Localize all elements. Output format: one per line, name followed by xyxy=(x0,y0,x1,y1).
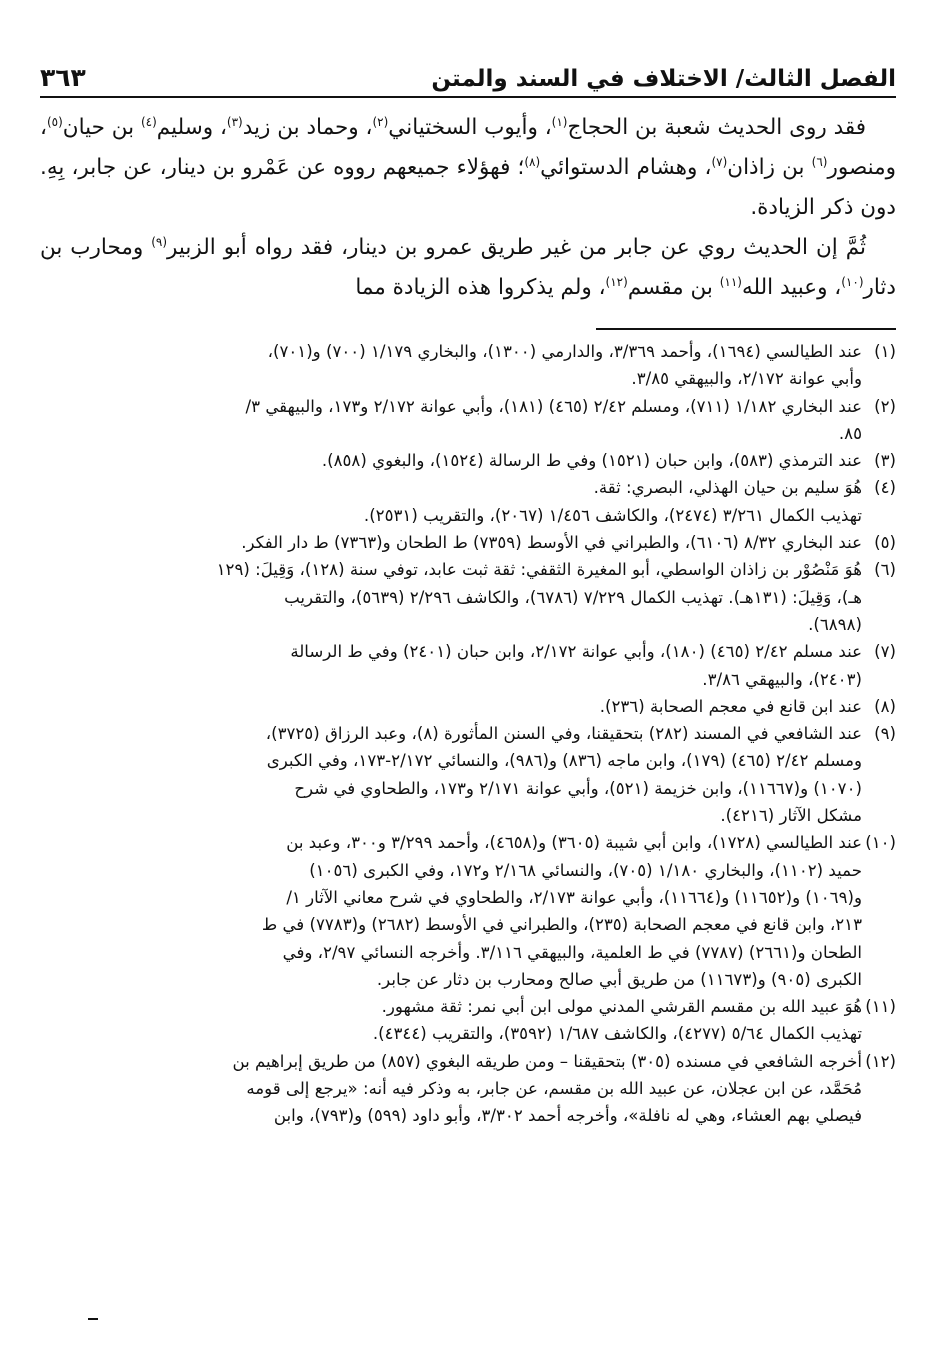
footnote-text xyxy=(40,638,862,693)
footnote xyxy=(40,720,896,829)
footnote-text xyxy=(40,393,862,448)
footnote-line: حميد (١١٠٢)، والبخاري ١/١٨٠ (٧٠٥)، والنسائي ٢/١٦٨ و١٧٢، وفي الكبرى (١٠٥٦) xyxy=(309,860,862,880)
footnote-number: (٩) xyxy=(874,724,896,744)
text-run: ثُمَّ إن الحديث روي عن جابر من غير طريق عمرو بن دينار، فقد رواه أبو الزبير xyxy=(167,235,866,260)
footnote-text xyxy=(40,529,862,556)
footnote-ref[interactable]: (٦) xyxy=(811,154,828,169)
footnote xyxy=(40,829,896,993)
text-run: بن حيان xyxy=(62,115,141,140)
footnote-line: تهذيب الكمال ٣/٢٦١ (٢٤٧٤)، والكاشف ١/٤٥٦ (٢٠٦٧)، والتقريب (٢٥٣١). xyxy=(363,505,862,525)
continuation-mark xyxy=(88,1318,98,1320)
text-run: ، وأيوب السختياني xyxy=(388,115,552,140)
text-run: ، وعبيد الله xyxy=(741,275,842,300)
footnote-number: (١١) xyxy=(865,997,896,1017)
footnote-line: عند الترمذي (٥٨٣)، وابن حبان (١٥٢١) وفي ط الرسالة (١٥٢٤)، والبغوي (٨٥٨). xyxy=(321,451,862,471)
main-text xyxy=(40,108,896,308)
footnote-line: وأبي عوانة ٢/١٧٢، والبيهقي ٣/٨٥. xyxy=(631,369,862,389)
footnote-text xyxy=(40,1048,862,1130)
footnote-text xyxy=(40,447,862,474)
footnote xyxy=(40,993,896,1048)
footnote-line: (٦٨٩٨). xyxy=(808,614,862,634)
footnote-line: عند الطيالسي (١٧٢٨)، وابن أبي شيبة (٣٦٠٥) و(٤٦٥٨)، وأحمد ٣/٢٩٩ و٣٠٠، وعبد بن xyxy=(286,833,862,853)
footnote-line: الكبرى (٩٠٥) و(١١٦٧٣) من طريق أبي صالح ومحارب بن دثار عن جابر. xyxy=(376,969,862,989)
footnote-ref[interactable]: (٧) xyxy=(711,154,728,169)
footnote-ref[interactable]: (٢) xyxy=(372,114,389,129)
footnote-text xyxy=(40,720,862,829)
footnote-number: (٦) xyxy=(874,560,896,580)
footnote-text xyxy=(40,474,862,529)
footnote-line: عند الشافعي في المسند (٢٨٢) بتحقيقنا، وفي السنن المأثورة (٨)، وعبد الرزاق (٣٧٢٥)، xyxy=(265,724,862,744)
footnote-number: (٧) xyxy=(874,642,896,662)
page-header xyxy=(40,40,896,98)
text-run: ، ومنصور xyxy=(40,115,896,180)
footnotes xyxy=(40,338,896,1130)
footnote-text xyxy=(40,829,862,993)
footnote-line: ٨٥. xyxy=(838,423,862,443)
footnote-line: مُحَمَّد، عن ابن عجلان، عن عبيد الله بن مقسم، عن جابر، به وذكر فيه أنه: «يرجع إلى قومه xyxy=(246,1079,862,1099)
footnote-number: (١) xyxy=(874,342,896,361)
footnote xyxy=(40,474,896,529)
footnote-text xyxy=(40,338,862,393)
text-run: ، وهشام الدستوائي xyxy=(540,155,712,180)
footnote-line: عند البخاري ٨/٣٢ (٦١٠٦)، والطبراني في الأوسط (٧٣٥٩) ط الطحان و(٧٣٦٣) ط دار الفكر. xyxy=(241,533,862,553)
footnote-ref[interactable]: (٣) xyxy=(226,114,243,129)
footnote-text xyxy=(40,556,862,638)
text-run: ، وحماد بن زيد xyxy=(242,115,373,140)
footnote-ref[interactable]: (١٠) xyxy=(841,274,864,289)
footnote-ref[interactable]: (١٢) xyxy=(605,274,628,289)
footnote-number: (١٢) xyxy=(865,1051,896,1071)
footnote xyxy=(40,693,896,720)
footnote-ref[interactable]: (٥) xyxy=(46,114,63,129)
footnote-line: (٢٤٠٣)، والبيهقي ٣/٨٦. xyxy=(702,669,862,689)
page xyxy=(40,40,896,1130)
footnote-line: و(١٠٦٩) و(١١٦٥٢) و(١١٦٦٤)، وأبي عوانة ٢/١٧٣، والطحاوي في شرح معاني الآثار ١/ xyxy=(286,887,862,907)
footnote xyxy=(40,393,896,448)
text-run: ، وسليم xyxy=(156,115,227,140)
text-run: بن مقسم xyxy=(627,275,720,300)
footnote xyxy=(40,1048,896,1130)
footnote-ref[interactable]: (١) xyxy=(551,114,568,129)
footnote-ref[interactable]: (٩) xyxy=(151,234,168,249)
footnote-line: هُوَ سليم بن حيان الهذلي، البصري: ثقة. xyxy=(593,478,862,498)
footnote-line: ومسلم ٢/٤٢ (٤٦٥) (١٧٩)، وابن ماجه (٨٣٦) و(٩٨٦)، والنسائي ٢/١٧٢-١٧٣، وفي الكبرى xyxy=(266,751,862,771)
page-number: ٣٦٣ xyxy=(40,63,86,92)
footnote xyxy=(40,338,896,393)
footnote-line: عند الطيالسي (١٦٩٤)، وأحمد ٣/٣٦٩، والدارمي (١٣٠٠)، والبخاري ١/١٧٩ (٧٠٠) و(٧٠١)، xyxy=(267,342,862,361)
footnote-line: عند البخاري ١/١٨٢ (٧١١)، ومسلم ٢/٤٢ (٤٦٥) (١٨١)، وأبي عوانة ٢/١٧٢ و١٧٣، والبيهقي ٣/ xyxy=(245,396,862,416)
footnote-line: (١٠٧٠) و(١١٦٦٧)، وابن خزيمة (٥٢١)، وأبي عوانة ٢/١٧١ و١٧٣، والطحاوي في شرح xyxy=(294,778,862,798)
paragraph-1 xyxy=(40,108,896,228)
running-title: الفصل الثالث/ الاختلاف في السند والمتن xyxy=(431,66,896,92)
footnote xyxy=(40,529,896,556)
text-run: بن زاذان xyxy=(727,155,812,180)
footnote-ref[interactable]: (١١) xyxy=(719,274,742,289)
footnote-number: (٨) xyxy=(874,696,896,716)
footnote-number: (٢) xyxy=(874,396,896,416)
footnote-line: تهذيب الكمال ٥/٦٤ (٤٢٧٧)، والكاشف ١/٦٨٧ (٣٥٩٢)، والتقريب (٤٣٤٤). xyxy=(372,1024,862,1044)
footnote-line: عند ابن قانع في معجم الصحابة (٢٣٦). xyxy=(599,696,862,716)
footnote-line: هـ)، وَقِيلَ: (١٣١هـ). تهذيب الكمال ٧/٢٢٩ (٦٧٨٦)، والكاشف ٢/٢٩٦ (٥٦٣٩)، والتقريب xyxy=(284,587,862,607)
footnote-line: ٢١٣، وابن قانع في معجم الصحابة (٢٣٥)، والطبراني في الأوسط (٢٦٨٢) و(٧٧٨٣) في ط xyxy=(261,915,862,935)
paragraph-2 xyxy=(40,228,896,308)
footnote-line: الطحان و(٢٦٦١) (٧٧٨٧) في ط العلمية، والبيهقي ٣/١١٦. وأخرجه النسائي ٢/٩٧، وفي xyxy=(282,942,862,962)
footnote xyxy=(40,638,896,693)
footnote xyxy=(40,447,896,474)
footnote-number: (٤) xyxy=(874,478,896,498)
text-run: ؛ فهؤلاء جميعهم رووه عن عَمْرو بن دينار، عن جابر، بِهِ. دون ذكر الزيادة. xyxy=(40,155,896,220)
footnote-line: عند مسلم ٢/٤٢ (٤٦٥) (١٨٠)، وأبي عوانة ٢/١٧٢، وابن حبان (٢٤٠١) وفي ط الرسالة xyxy=(290,642,862,662)
footnote-number: (٣) xyxy=(874,451,896,471)
footnote-line: مشكل الآثار (٤٢١٦). xyxy=(720,806,862,826)
text-run: ومحارب بن دثار xyxy=(40,235,896,300)
footnote-text xyxy=(40,693,862,720)
footnote-ref[interactable]: (٤) xyxy=(140,114,157,129)
footnote xyxy=(40,556,896,638)
text-run: ، ولم يذكروا هذه الزيادة مما xyxy=(355,275,606,300)
footnote-ref[interactable]: (٨) xyxy=(524,154,541,169)
footnote-number: (٥) xyxy=(874,533,896,553)
footnote-line: هُوَ مَنْصُوْر بن زاذان الواسطي، أبو المغيرة الثقفي: ثقة ثبت عابد، توفي سنة (١٢٨)، وَقِيلَ: (١٢٩ xyxy=(216,560,862,580)
footnote-line: أخرجه الشافعي في مسنده (٣٠٥) بتحقيقنا – ومن طريقه البغوي (٨٥٧) من طريق إبراهيم بن xyxy=(232,1051,862,1071)
footnote-text xyxy=(40,993,862,1048)
footnote-line: فيصلي بهم العشاء، وهي له نافلة»، وأخرجه أحمد ٣/٣٠٢، وأبو داود (٥٩٩) و(٧٩٣)، وابن xyxy=(273,1106,862,1126)
footnote-line: هُوَ عبيد الله بن مقسم القرشي المدني مولى ابن أبي نمر: ثقة مشهور. xyxy=(381,997,862,1017)
text-run: فقد روى الحديث شعبة بن الحجاج xyxy=(567,115,867,140)
footnote-separator xyxy=(596,328,896,330)
footnote-number: (١٠) xyxy=(865,833,896,853)
